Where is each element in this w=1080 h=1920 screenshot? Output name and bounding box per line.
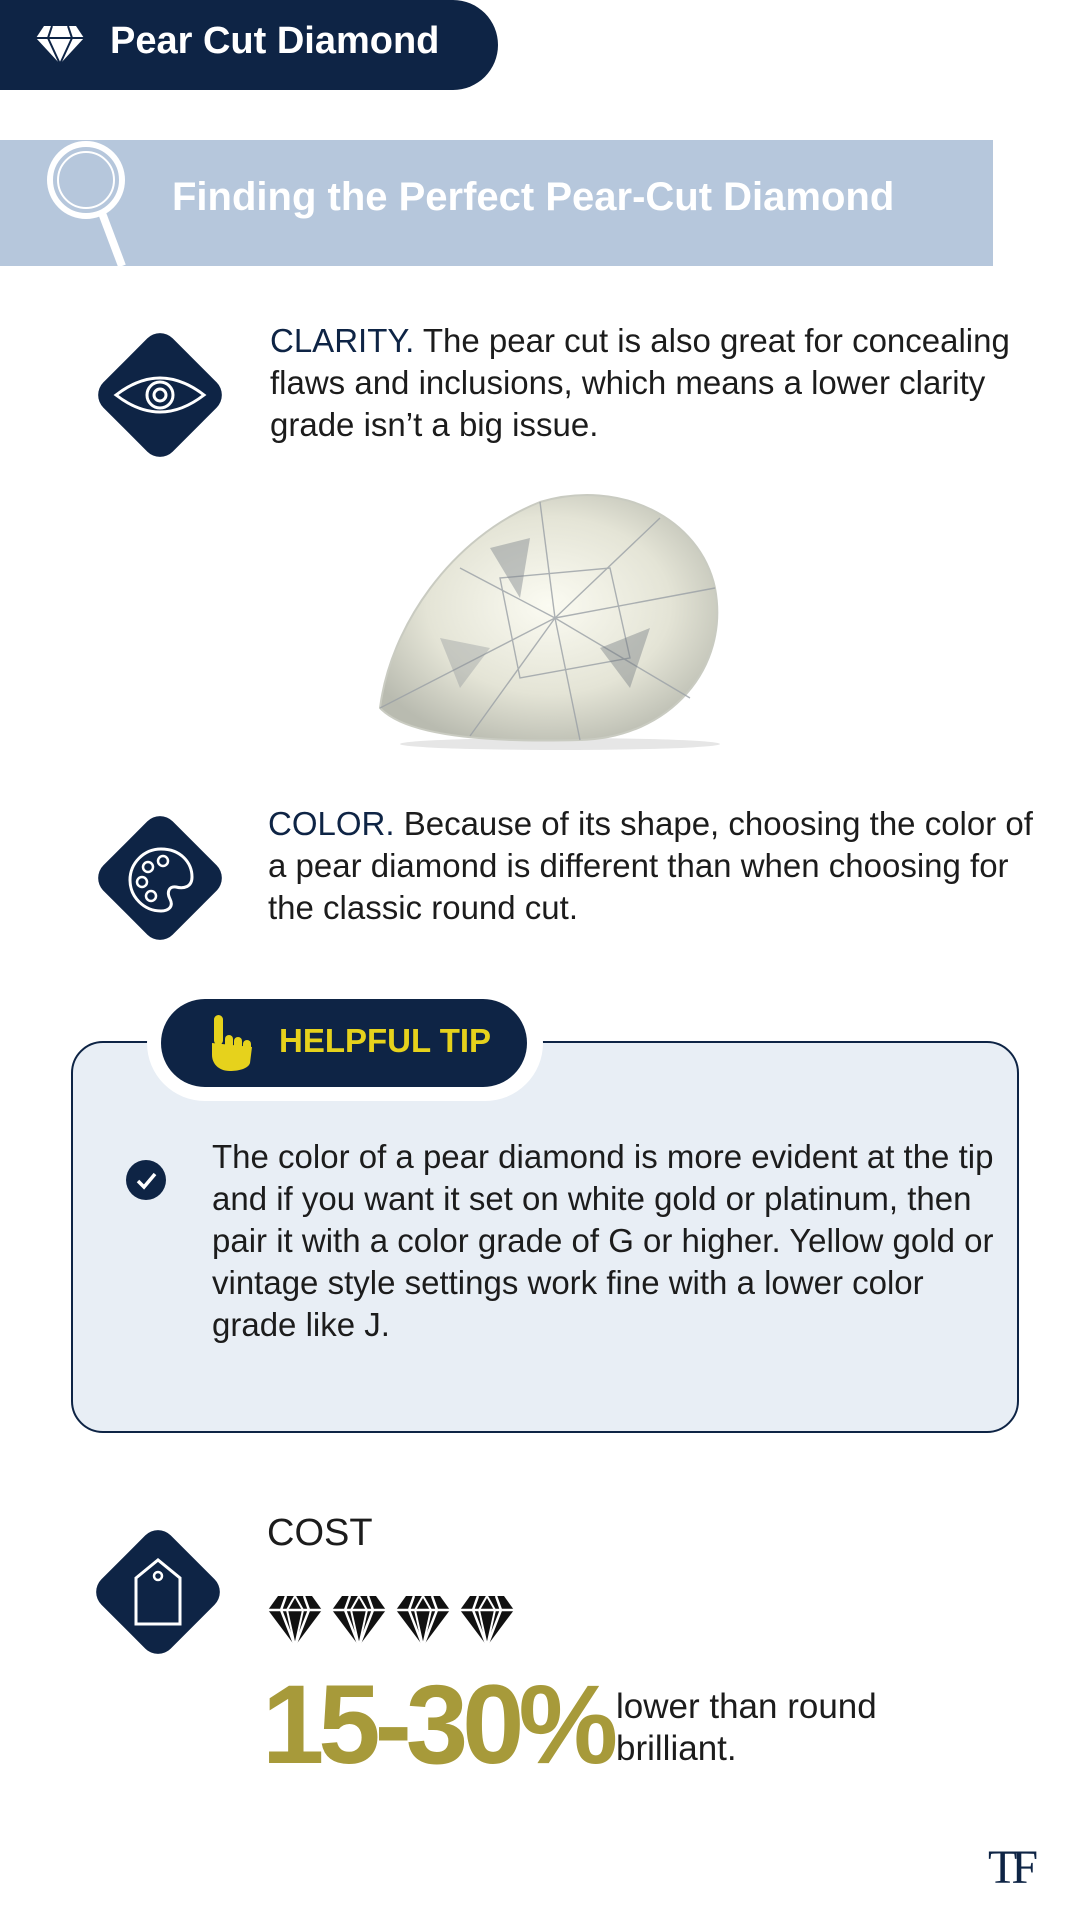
magnifier-icon — [44, 138, 144, 268]
palette-icon — [126, 845, 196, 915]
cost-note: lower than round brilliant. — [616, 1687, 877, 1768]
cost-percent: 15-30% — [262, 1662, 613, 1787]
hand-pointing-icon — [208, 1013, 254, 1071]
brand-logo: TF — [988, 1841, 1033, 1894]
cost-rating — [266, 1594, 516, 1650]
rating-diamond-icon — [330, 1594, 388, 1648]
check-icon — [126, 1160, 166, 1200]
eye-icon — [112, 371, 208, 419]
color-text: Because of its shape, choosing the color of a pear diamond is different than when choosing for the classic round cut. — [268, 805, 1033, 926]
tip-text: The color of a pear diamond is more evident at the tip and if you want it set on white gold or platinum, then pair it with a color grade of G or higher. Yellow gold or vintage style settings work fine with a lower color grade like J. — [212, 1138, 994, 1343]
tip-label: HELPFUL TIP — [279, 1022, 492, 1059]
clarity-paragraph — [270, 320, 1030, 446]
banner-title: Finding the Perfect Pear-Cut Diamond — [172, 175, 895, 219]
color-paragraph — [268, 803, 1038, 929]
cost-title: COST — [267, 1512, 373, 1554]
clarity-label: CLARITY. — [270, 322, 415, 359]
clarity-text: The pear cut is also great for concealing flaws and inclusions, which means a lower clarity grade isn’t a big issue. — [270, 322, 1010, 443]
rating-diamond-icon — [266, 1594, 324, 1648]
rating-diamond-icon — [458, 1594, 516, 1648]
page-title: Pear Cut Diamond — [110, 20, 440, 62]
color-label: COLOR. — [268, 805, 395, 842]
diamond-icon — [36, 26, 84, 64]
price-tag-icon — [130, 1556, 186, 1628]
rating-diamond-icon — [394, 1594, 452, 1648]
pear-diamond-image — [370, 478, 740, 756]
